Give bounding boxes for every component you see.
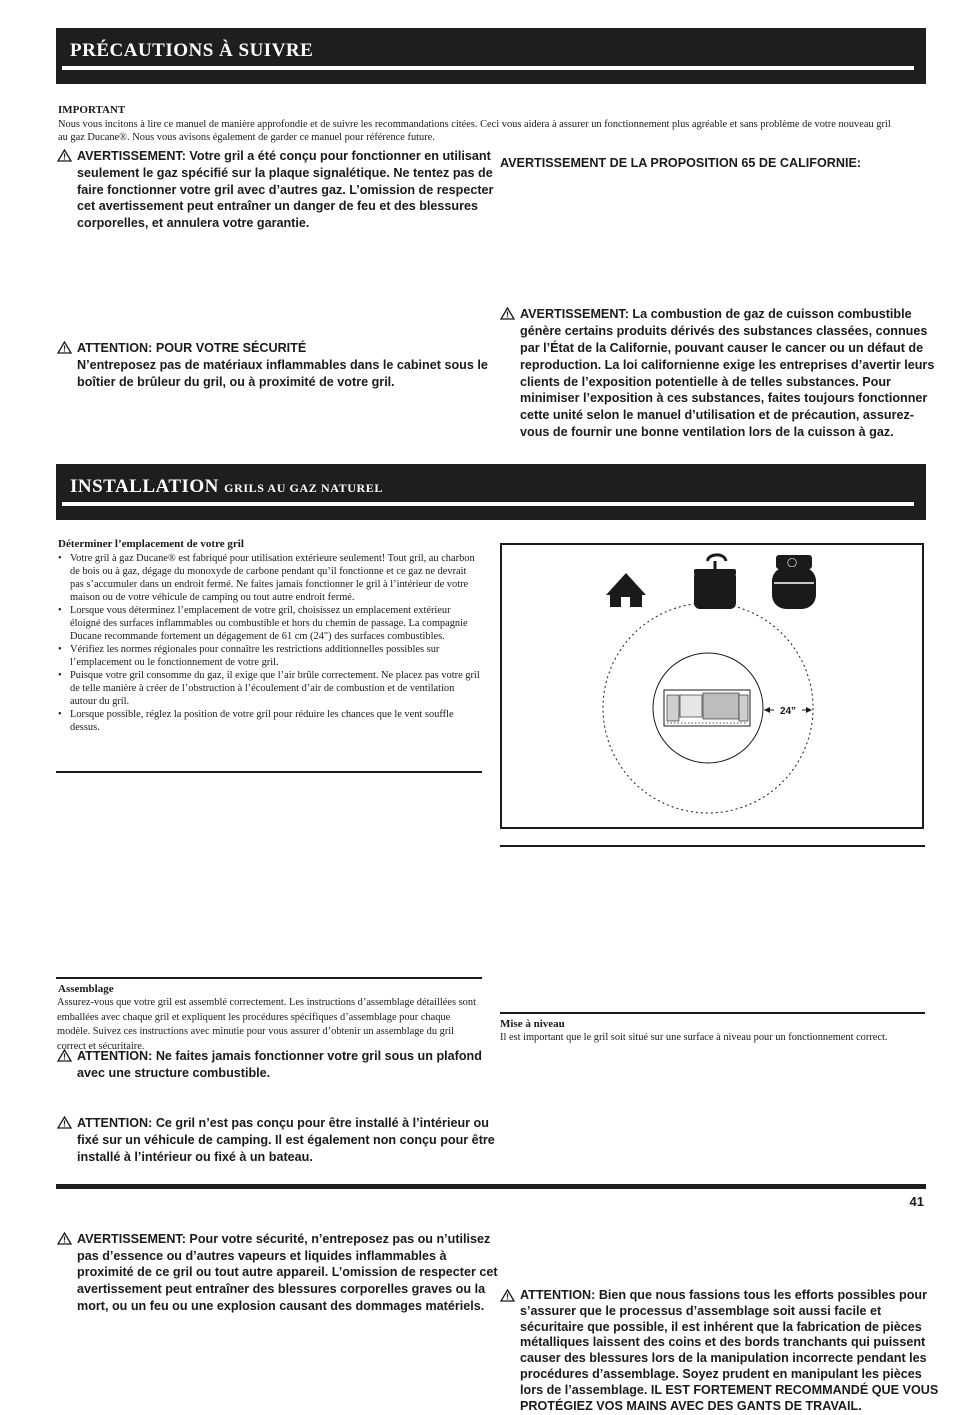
warning-flammables <box>57 1231 499 1315</box>
precautions-title: PRÉCAUTIONS À SUIVRE <box>70 40 314 61</box>
footer-bar <box>56 1184 926 1189</box>
warning-triangle-icon <box>57 149 72 162</box>
installation-title <box>70 476 383 498</box>
important-label: IMPORTANT <box>58 104 126 116</box>
warning-gas-type <box>57 148 502 232</box>
attention-sharp-edges <box>500 1288 940 1415</box>
installation-subtitle: GRILS AU GAZ NATUREL <box>224 481 383 495</box>
prop65-warning <box>500 306 938 440</box>
location-label: Déterminer l’emplacement de votre gril <box>58 538 244 550</box>
warning-safety-body: N’entreposez pas de matériaux inflammables dans le cabinet sous le boîtier de brûleur du gril, ou à proximité de votre gril. <box>77 357 488 389</box>
page-number: 41 <box>909 1194 924 1209</box>
installation-title-main: INSTALLATION <box>70 476 219 497</box>
warning-safety <box>57 340 502 390</box>
divider <box>500 845 925 847</box>
prop65-heading: AVERTISSEMENT DE LA PROPOSITION 65 DE CALIFORNIE: <box>500 156 862 170</box>
clearance-label: 24” <box>779 706 797 717</box>
grill-icon <box>664 690 750 726</box>
propane-tank-icon <box>772 555 816 609</box>
warning-triangle-icon <box>57 1232 72 1245</box>
divider <box>500 1012 925 1014</box>
attention-camping <box>57 1115 499 1165</box>
warning-gas-type-text: AVERTISSEMENT: Votre gril a été conçu pour fonctionner en utilisant seulement le gaz spécifié sur la plaque signalétique. Ne tentez pas de faire fonctionner votre gril avec d’autres gaz. L’omission de respecter cet avertissement peut entraîner un danger de feu et des blessures corporelles, et annulera votre garantie. <box>77 149 494 231</box>
important-text: Nous vous incitons à lire ce manuel de manière approfondie et de suivre les recommandations citées. Ceci vous aidera à assurer un fonctionnement plus agréable et sans problème de votre nouveau gril au gaz Ducane®. Nous vous avisons également de garder ce manuel pour référence future. <box>58 119 891 143</box>
installation-header-bar <box>56 464 926 520</box>
warning-triangle-icon <box>500 307 515 320</box>
level-text: Il est important que le gril soit situé sur une surface à niveau pour un fonctionnement correct. <box>500 1032 888 1043</box>
gas-tank-icon <box>694 555 736 609</box>
warning-safety-head: ATTENTION: POUR VOTRE SÉCURITÉ <box>77 340 307 355</box>
warning-flammables-text: AVERTISSEMENT: Pour votre sécurité, n’entreposez pas ou n’utilisez pas d’essence ou d’autres vapeurs et liquides inflammables à proximité de ce gril ou tout autre appareil. L’omission de respecter cet avertissement peut entraîner des blessures corporelles graves ou la mort, ou un feu ou une explosion causant des dommages matériels. <box>77 1231 498 1313</box>
attention-ceiling-text: ATTENTION: Ne faites jamais fonctionner votre gril sous un plafond avec une structure combustible. <box>77 1048 482 1080</box>
list-item: • Votre gril à gaz Ducane® est fabriqué pour utilisation extérieure seulement! Tout gril, au charbon de bois ou à gaz, dégage du monoxyde de carbone pendant qu’il fonctionne et ce gaz ne devrait pas s’accumuler dans un endroit fermé. Ne faites jamais fonctionner le gril à l’intérieur de votre maison ou de votre véhicule de camping ou tout autre endroit fermé. <box>56 552 480 604</box>
header-rule <box>62 502 914 506</box>
level-label: Mise à niveau <box>500 1018 565 1030</box>
divider <box>56 771 482 773</box>
list-item: • Lorsque possible, réglez la position de votre gril pour réduire les chances que le vent souffle dessus. <box>56 708 480 734</box>
warning-triangle-icon <box>57 1116 72 1129</box>
warning-triangle-icon <box>57 341 72 354</box>
attention-sharp-edges-text: ATTENTION: Bien que nous fassions tous les efforts possibles pour s’assurer que le processus d’assemblage soit aussi facile et sécuritaire que possible, il est inhérent que la fabrication de pièces métalliques laissent des coins et des bords tranchants qui puissent causer des blessures lors de la manipulation incorrecte pendant les procédures d’assemblage. Soyez prudent en manipulant les pièces lors de l’assemblage. IL EST FORTEMENT RECOMMANDÉ QUE VOUS PROTÉGIEZ VOS MAINS AVEC DES GANTS DE TRAVAIL. <box>520 1287 939 1414</box>
assembly-text: Assurez-vous que votre gril est assemblé correctement. Les instructions d’assemblage détaillées sont emballées avec chaque gril et expliquent les procédures spécifiques d’assemblage pour chaque modèle. Suivez ces instructions avec minutie pour vous assurer d’obtenir un assemblage du gril correct et sécuritaire. <box>57 997 476 1052</box>
list-item: • Vérifiez les normes régionales pour connaître les restrictions additionnelles possibles sur l’emplacement ou le fonctionnement de votre gril. <box>56 643 480 669</box>
precautions-header-bar <box>56 28 926 84</box>
prop65-text: AVERTISSEMENT: La combustion de gaz de cuisson combustible génère certains produits dérivés des substances classées, connues par l’État de la Californie, pouvant causer le cancer ou un défaut de reproduction. La loi californienne exige les entreprises d’avertir leurs clients de l’exposition potentielle à de telles substances. Pour minimiser l’exposition à ces substances, faites toujours fonctionner cette unité selon le manuel d’utilisation et de précaution, assurez-vous de fournir une bonne ventilation lors de la cuisson à gaz. <box>520 307 935 439</box>
divider <box>56 977 482 979</box>
header-rule <box>62 66 914 70</box>
list-item: • Lorsque vous déterminez l’emplacement de votre gril, choisissez un emplacement extérieur éloigné des surfaces inflammables ou combustible et hors du chemin de passage. La compagnie Ducane recommande fortement un dégagement de 61 cm (24") des surfaces combustibles. <box>56 604 480 643</box>
warning-triangle-icon <box>500 1289 515 1302</box>
house-icon <box>606 573 646 607</box>
location-bullets <box>56 552 480 734</box>
assembly-label: Assemblage <box>58 983 114 995</box>
clearance-diagram <box>500 543 924 829</box>
clearance-diagram-svg <box>502 545 922 827</box>
list-item: • Puisque votre gril consomme du gaz, il exige que l’air brûle correctement. Ne placez pas votre gril de telle manière à créer de l’obstruction à l’écoulement d’air de combustion et de ventilation autour du gril. <box>56 669 480 708</box>
svg-text:◯: ◯ <box>786 557 798 567</box>
attention-camping-text: ATTENTION: Ce gril n’est pas conçu pour être installé à l’intérieur ou fixé sur un véhicule de camping. Il est également non conçu pour être installé à l’intérieur ou fixé à un bateau. <box>77 1116 495 1164</box>
